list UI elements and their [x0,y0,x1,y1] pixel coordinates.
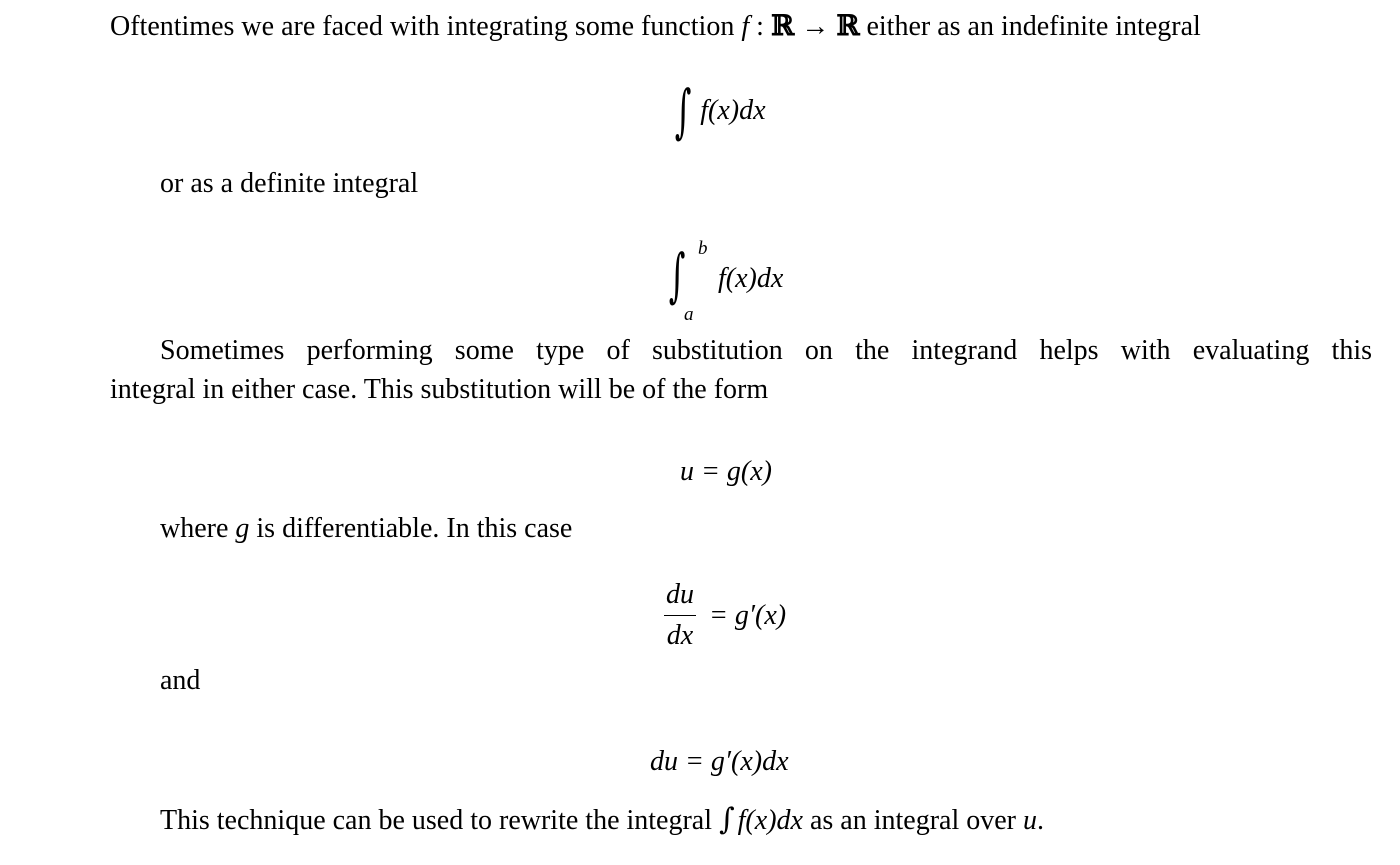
fraction-bar [664,615,696,616]
final-period: . [1036,805,1044,836]
derivative-equation [664,578,786,653]
integrand: f(x)dx [718,263,784,294]
paragraph-2-line-2: integral in either case. This substitution will be of the form [110,374,769,405]
function-g: g [235,513,250,544]
and-line: and [160,665,201,696]
definite-integral-equation [662,234,862,324]
intro-text-before: Oftentimes we are faced with integrating some function [110,11,742,42]
codomain-symbol: ℝ [836,9,860,42]
derivative-rhs: = g′(x) [709,599,787,631]
paragraph-2-line-1: Sometimes performing some type of substitution on the integrand helps with evaluating this [160,335,1372,366]
final-line [160,803,1044,838]
integral-sign: ∫ [674,77,692,145]
upper-limit: b [698,238,708,259]
indefinite-integral-equation [668,77,766,145]
integral-sign: ∫ [668,241,686,309]
differential-equation: du = g′(x)dx [650,746,789,777]
inline-integrand: f(x)dx [737,805,803,836]
fraction-numerator: du [666,579,694,610]
variable-u: u [1022,805,1037,836]
intro-text-after: either as an indefinite integral [859,11,1201,42]
inline-integral-sign: ∫ [719,802,735,837]
lower-limit: a [684,304,694,325]
integrand: f(x)dx [700,95,766,126]
definite-intro-line: or as a definite integral [160,168,419,199]
where-text-after: is differentiable. In this case [249,513,573,544]
arrow-symbol: → [794,11,837,42]
final-text-middle: as an integral over [802,805,1023,836]
intro-line [110,9,1201,44]
final-text-before: This technique can be used to rewrite the integral [160,805,720,836]
fraction-du-dx [664,578,696,653]
domain-symbol: ℝ [770,9,795,42]
function-name: f [741,11,750,42]
substitution-equation: u = g(x) [680,456,772,487]
where-text-before: where [160,513,236,544]
where-line [160,512,572,546]
colon: : [749,11,771,42]
fraction-denominator: dx [666,620,694,651]
